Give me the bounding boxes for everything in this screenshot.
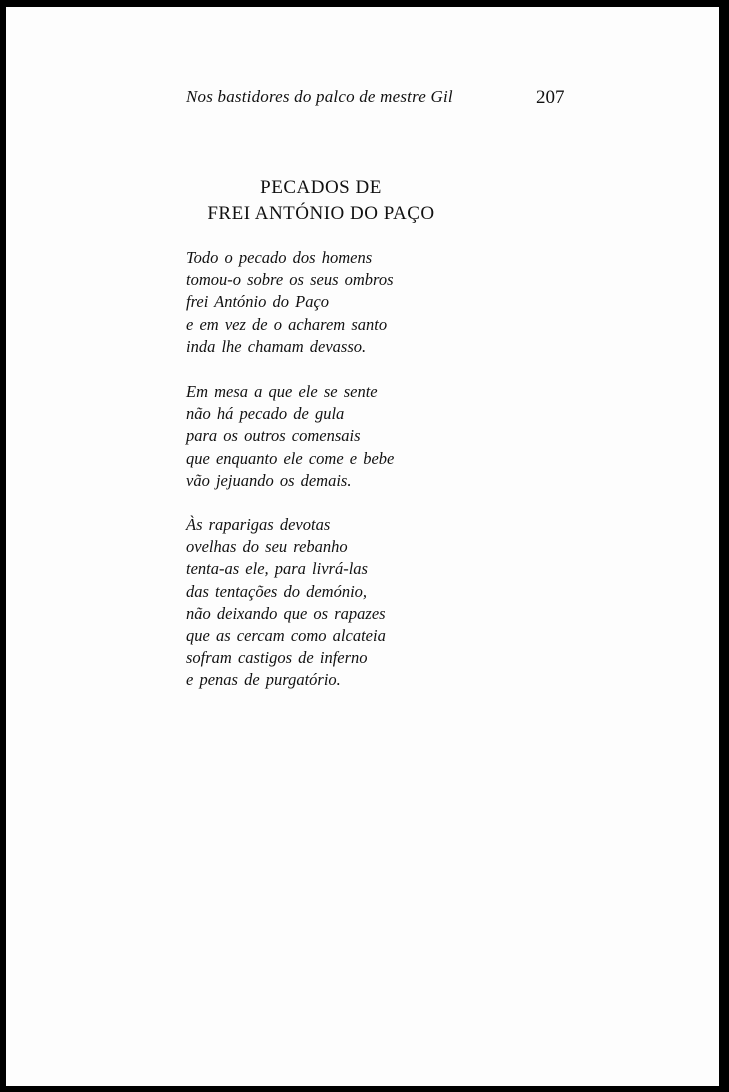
verse-line: frei António do Paço (186, 292, 330, 312)
stanza (186, 381, 394, 492)
book-page (6, 7, 719, 1086)
verse-line: vão jejuando os demais. (186, 470, 352, 490)
verse-line: e em vez de o acharem santo (186, 314, 388, 334)
verse-line: que as cercam como alcateia (186, 626, 386, 646)
verse-line: tomou-o sobre os seus ombros (186, 270, 394, 290)
verse-line: para os outros comensais (186, 426, 361, 446)
stanza (186, 514, 386, 692)
verse-line: sofram castigos de inferno (186, 648, 368, 668)
verse-line: das tentações do demónio, (186, 581, 368, 601)
verse-line: que enquanto ele come e bebe (186, 448, 395, 468)
verse-line: não há pecado de gula (186, 404, 345, 424)
verse-line: e penas de purgatório. (186, 670, 341, 690)
verse-line: tenta-as ele, para livrá-las (186, 559, 368, 579)
verse-line: Em mesa a que ele se sente (186, 382, 378, 401)
poem-title-line-1: PECADOS DE (260, 177, 382, 198)
verse-line: inda lhe chamam devasso. (186, 336, 367, 356)
verse-line: Às raparigas devotas (186, 515, 331, 534)
poem-title-line-2: FREI ANTÓNIO DO PAÇO (207, 203, 435, 224)
verse-line: ovelhas do seu rebanho (186, 537, 348, 557)
verse-line: Todo o pecado dos homens (186, 248, 373, 267)
running-head: Nos bastidores do palco de mestre Gil (186, 87, 453, 106)
page-number: 207 (536, 87, 565, 108)
verse-line: não deixando que os rapazes (186, 603, 386, 623)
stanza (186, 247, 394, 358)
